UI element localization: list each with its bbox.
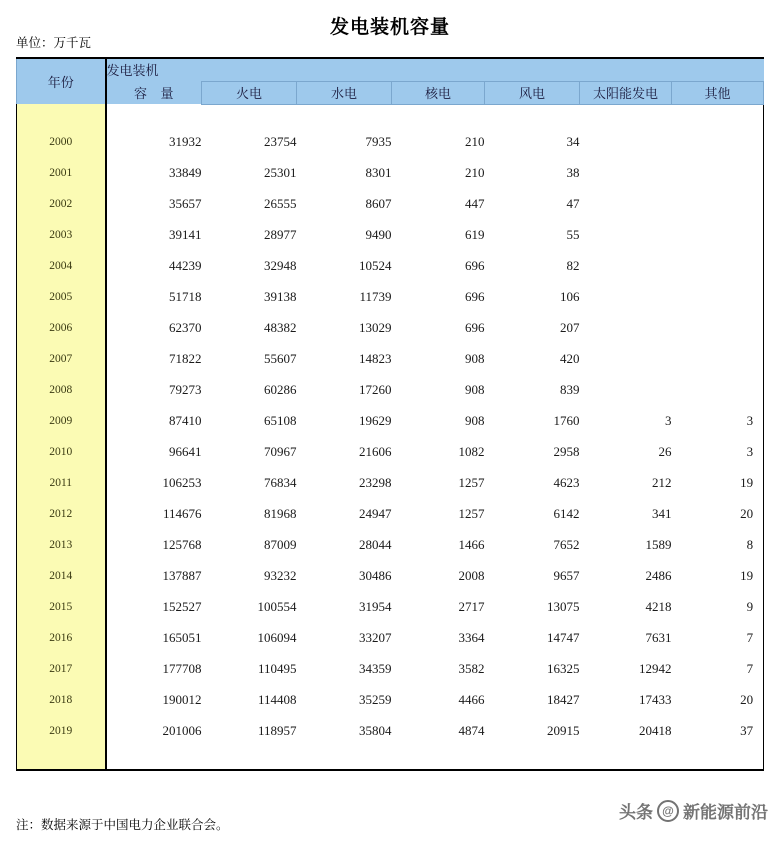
cell-wind: 16325 bbox=[485, 654, 580, 685]
cell-total: 71822 bbox=[106, 344, 202, 375]
cell-total: 190012 bbox=[106, 685, 202, 716]
row-year-cell: 2016 bbox=[17, 623, 106, 654]
table-row bbox=[17, 685, 764, 716]
column-header-hydro: 水电 bbox=[297, 81, 392, 104]
cell-total: 201006 bbox=[106, 716, 202, 747]
cell-other: 20 bbox=[672, 685, 764, 716]
cell-thermal: 55607 bbox=[202, 344, 297, 375]
cell-other: 9 bbox=[672, 592, 764, 623]
row-year-cell: 2008 bbox=[17, 375, 106, 406]
row-year-cell: 2003 bbox=[17, 220, 106, 251]
cell-total: 152527 bbox=[106, 592, 202, 623]
spacer-cell bbox=[580, 104, 672, 127]
table-row bbox=[17, 375, 764, 406]
row-year-cell: 2009 bbox=[17, 406, 106, 437]
capacity-table bbox=[16, 57, 764, 771]
header-row-top bbox=[17, 58, 764, 81]
capacity-table-container bbox=[16, 57, 763, 771]
table-row bbox=[17, 127, 764, 158]
cell-solar: 212 bbox=[580, 468, 672, 499]
table-row bbox=[17, 437, 764, 468]
cell-solar: 7631 bbox=[580, 623, 672, 654]
unit-label: 单位：万千瓦 bbox=[16, 36, 92, 50]
cell-thermal: 81968 bbox=[202, 499, 297, 530]
cell-nuclear: 1466 bbox=[392, 530, 485, 561]
spacer-cell bbox=[106, 104, 202, 127]
spacer-cell bbox=[392, 747, 485, 770]
cell-solar bbox=[580, 282, 672, 313]
spacer-cell bbox=[202, 747, 297, 770]
cell-nuclear: 908 bbox=[392, 375, 485, 406]
cell-total: 96641 bbox=[106, 437, 202, 468]
row-year-cell: 2015 bbox=[17, 592, 106, 623]
table-row bbox=[17, 654, 764, 685]
row-year-cell: 2006 bbox=[17, 313, 106, 344]
cell-thermal: 100554 bbox=[202, 592, 297, 623]
cell-nuclear: 696 bbox=[392, 282, 485, 313]
cell-hydro: 7935 bbox=[297, 127, 392, 158]
spacer-cell bbox=[297, 104, 392, 127]
cell-other bbox=[672, 313, 764, 344]
cell-solar: 341 bbox=[580, 499, 672, 530]
cell-hydro: 34359 bbox=[297, 654, 392, 685]
cell-nuclear: 1257 bbox=[392, 499, 485, 530]
cell-other bbox=[672, 251, 764, 282]
cell-wind: 47 bbox=[485, 189, 580, 220]
cell-other: 19 bbox=[672, 468, 764, 499]
cell-wind: 6142 bbox=[485, 499, 580, 530]
cell-wind: 839 bbox=[485, 375, 580, 406]
cell-hydro: 21606 bbox=[297, 437, 392, 468]
spacer-cell bbox=[106, 747, 202, 770]
table-body bbox=[17, 104, 764, 770]
cell-nuclear: 447 bbox=[392, 189, 485, 220]
cell-other: 37 bbox=[672, 716, 764, 747]
spacer-year-cell bbox=[17, 104, 106, 127]
cell-wind: 34 bbox=[485, 127, 580, 158]
cell-solar: 4218 bbox=[580, 592, 672, 623]
spacer-year-cell bbox=[17, 747, 106, 770]
cell-wind: 1760 bbox=[485, 406, 580, 437]
column-header-nuclear: 核电 bbox=[392, 81, 485, 104]
row-year-cell: 2000 bbox=[17, 127, 106, 158]
cell-hydro: 31954 bbox=[297, 592, 392, 623]
cell-thermal: 93232 bbox=[202, 561, 297, 592]
cell-total: 106253 bbox=[106, 468, 202, 499]
column-header-wind: 风电 bbox=[485, 81, 580, 104]
cell-hydro: 11739 bbox=[297, 282, 392, 313]
row-year-cell: 2012 bbox=[17, 499, 106, 530]
spacer-cell bbox=[580, 747, 672, 770]
cell-hydro: 19629 bbox=[297, 406, 392, 437]
cell-thermal: 23754 bbox=[202, 127, 297, 158]
cell-total: 137887 bbox=[106, 561, 202, 592]
cell-wind: 14747 bbox=[485, 623, 580, 654]
spacer-cell bbox=[485, 747, 580, 770]
table-spacer-row bbox=[17, 104, 764, 127]
cell-solar: 17433 bbox=[580, 685, 672, 716]
cell-thermal: 65108 bbox=[202, 406, 297, 437]
cell-other bbox=[672, 158, 764, 189]
cell-total: 79273 bbox=[106, 375, 202, 406]
cell-other: 7 bbox=[672, 654, 764, 685]
cell-nuclear: 1082 bbox=[392, 437, 485, 468]
cell-nuclear: 619 bbox=[392, 220, 485, 251]
cell-hydro: 23298 bbox=[297, 468, 392, 499]
cell-solar bbox=[580, 313, 672, 344]
cell-hydro: 14823 bbox=[297, 344, 392, 375]
table-head bbox=[17, 58, 764, 104]
row-year-cell: 2001 bbox=[17, 158, 106, 189]
cell-solar bbox=[580, 220, 672, 251]
cell-wind: 20915 bbox=[485, 716, 580, 747]
cell-thermal: 60286 bbox=[202, 375, 297, 406]
cell-nuclear: 3364 bbox=[392, 623, 485, 654]
cell-total: 33849 bbox=[106, 158, 202, 189]
cell-solar bbox=[580, 127, 672, 158]
cell-total: 35657 bbox=[106, 189, 202, 220]
cell-hydro: 8301 bbox=[297, 158, 392, 189]
cell-other bbox=[672, 220, 764, 251]
cell-hydro: 8607 bbox=[297, 189, 392, 220]
source-footnote: 注：数据来源于中国电力企业联合会。 bbox=[16, 818, 229, 832]
cell-total: 114676 bbox=[106, 499, 202, 530]
spacer-cell bbox=[485, 104, 580, 127]
cell-thermal: 114408 bbox=[202, 685, 297, 716]
cell-wind: 55 bbox=[485, 220, 580, 251]
cell-other bbox=[672, 127, 764, 158]
cell-wind: 2958 bbox=[485, 437, 580, 468]
cell-thermal: 110495 bbox=[202, 654, 297, 685]
cell-hydro: 35259 bbox=[297, 685, 392, 716]
cell-thermal: 118957 bbox=[202, 716, 297, 747]
cell-total: 62370 bbox=[106, 313, 202, 344]
table-row bbox=[17, 220, 764, 251]
column-header-group: 发电装机 bbox=[106, 58, 764, 81]
cell-other bbox=[672, 344, 764, 375]
cell-nuclear: 908 bbox=[392, 344, 485, 375]
row-year-cell: 2017 bbox=[17, 654, 106, 685]
table-row bbox=[17, 344, 764, 375]
cell-wind: 9657 bbox=[485, 561, 580, 592]
row-year-cell: 2011 bbox=[17, 468, 106, 499]
cell-solar bbox=[580, 344, 672, 375]
cell-hydro: 10524 bbox=[297, 251, 392, 282]
column-header-capacity: 容 量 bbox=[106, 81, 202, 104]
table-row bbox=[17, 623, 764, 654]
watermark bbox=[619, 798, 768, 823]
cell-other bbox=[672, 375, 764, 406]
cell-total: 31932 bbox=[106, 127, 202, 158]
cell-solar bbox=[580, 189, 672, 220]
table-row bbox=[17, 592, 764, 623]
cell-nuclear: 696 bbox=[392, 251, 485, 282]
cell-thermal: 28977 bbox=[202, 220, 297, 251]
cell-wind: 106 bbox=[485, 282, 580, 313]
row-year-cell: 2014 bbox=[17, 561, 106, 592]
cell-other: 3 bbox=[672, 406, 764, 437]
cell-wind: 18427 bbox=[485, 685, 580, 716]
cell-thermal: 76834 bbox=[202, 468, 297, 499]
cell-solar: 12942 bbox=[580, 654, 672, 685]
cell-wind: 207 bbox=[485, 313, 580, 344]
cell-hydro: 33207 bbox=[297, 623, 392, 654]
cell-solar: 3 bbox=[580, 406, 672, 437]
at-icon: @ bbox=[657, 800, 679, 822]
row-year-cell: 2018 bbox=[17, 685, 106, 716]
table-row bbox=[17, 189, 764, 220]
cell-hydro: 28044 bbox=[297, 530, 392, 561]
cell-hydro: 13029 bbox=[297, 313, 392, 344]
table-row bbox=[17, 499, 764, 530]
cell-nuclear: 2008 bbox=[392, 561, 485, 592]
cell-thermal: 48382 bbox=[202, 313, 297, 344]
table-row bbox=[17, 530, 764, 561]
cell-other: 8 bbox=[672, 530, 764, 561]
cell-solar: 20418 bbox=[580, 716, 672, 747]
cell-wind: 13075 bbox=[485, 592, 580, 623]
row-year-cell: 2010 bbox=[17, 437, 106, 468]
table-spacer-row bbox=[17, 747, 764, 770]
cell-solar: 26 bbox=[580, 437, 672, 468]
row-year-cell: 2005 bbox=[17, 282, 106, 313]
cell-nuclear: 3582 bbox=[392, 654, 485, 685]
cell-wind: 82 bbox=[485, 251, 580, 282]
cell-other: 3 bbox=[672, 437, 764, 468]
cell-total: 44239 bbox=[106, 251, 202, 282]
cell-thermal: 70967 bbox=[202, 437, 297, 468]
table-row bbox=[17, 406, 764, 437]
cell-hydro: 24947 bbox=[297, 499, 392, 530]
row-year-cell: 2007 bbox=[17, 344, 106, 375]
cell-thermal: 25301 bbox=[202, 158, 297, 189]
column-header-thermal: 火电 bbox=[202, 81, 297, 104]
cell-thermal: 87009 bbox=[202, 530, 297, 561]
cell-nuclear: 1257 bbox=[392, 468, 485, 499]
column-header-year: 年份 bbox=[17, 58, 106, 104]
spacer-cell bbox=[672, 747, 764, 770]
cell-other: 20 bbox=[672, 499, 764, 530]
cell-thermal: 106094 bbox=[202, 623, 297, 654]
cell-nuclear: 4466 bbox=[392, 685, 485, 716]
spacer-cell bbox=[392, 104, 485, 127]
cell-wind: 420 bbox=[485, 344, 580, 375]
cell-nuclear: 4874 bbox=[392, 716, 485, 747]
row-year-cell: 2019 bbox=[17, 716, 106, 747]
cell-total: 39141 bbox=[106, 220, 202, 251]
cell-other: 19 bbox=[672, 561, 764, 592]
header-row-bottom bbox=[17, 81, 764, 104]
column-header-solar: 太阳能发电 bbox=[580, 81, 672, 104]
cell-hydro: 9490 bbox=[297, 220, 392, 251]
spacer-cell bbox=[297, 747, 392, 770]
watermark-brand: 头条 bbox=[619, 803, 653, 822]
cell-nuclear: 2717 bbox=[392, 592, 485, 623]
cell-other: 7 bbox=[672, 623, 764, 654]
spacer-cell bbox=[202, 104, 297, 127]
cell-nuclear: 908 bbox=[392, 406, 485, 437]
cell-nuclear: 210 bbox=[392, 127, 485, 158]
table-row bbox=[17, 251, 764, 282]
spacer-cell bbox=[672, 104, 764, 127]
cell-solar: 2486 bbox=[580, 561, 672, 592]
cell-nuclear: 210 bbox=[392, 158, 485, 189]
table-row bbox=[17, 561, 764, 592]
cell-thermal: 32948 bbox=[202, 251, 297, 282]
row-year-cell: 2002 bbox=[17, 189, 106, 220]
table-row bbox=[17, 716, 764, 747]
cell-hydro: 17260 bbox=[297, 375, 392, 406]
cell-hydro: 30486 bbox=[297, 561, 392, 592]
cell-solar: 1589 bbox=[580, 530, 672, 561]
cell-thermal: 39138 bbox=[202, 282, 297, 313]
row-year-cell: 2013 bbox=[17, 530, 106, 561]
watermark-account: 新能源前沿 bbox=[683, 803, 768, 822]
cell-other bbox=[672, 282, 764, 313]
cell-solar bbox=[580, 251, 672, 282]
cell-total: 165051 bbox=[106, 623, 202, 654]
cell-wind: 7652 bbox=[485, 530, 580, 561]
cell-total: 177708 bbox=[106, 654, 202, 685]
cell-wind: 4623 bbox=[485, 468, 580, 499]
table-row bbox=[17, 282, 764, 313]
table-row bbox=[17, 158, 764, 189]
page-title: 发电装机容量 bbox=[329, 17, 450, 38]
cell-nuclear: 696 bbox=[392, 313, 485, 344]
column-header-other: 其他 bbox=[672, 81, 764, 104]
cell-thermal: 26555 bbox=[202, 189, 297, 220]
cell-solar bbox=[580, 158, 672, 189]
cell-wind: 38 bbox=[485, 158, 580, 189]
cell-total: 125768 bbox=[106, 530, 202, 561]
table-row bbox=[17, 313, 764, 344]
table-row bbox=[17, 468, 764, 499]
cell-other bbox=[672, 189, 764, 220]
cell-total: 87410 bbox=[106, 406, 202, 437]
cell-hydro: 35804 bbox=[297, 716, 392, 747]
row-year-cell: 2004 bbox=[17, 251, 106, 282]
cell-total: 51718 bbox=[106, 282, 202, 313]
cell-solar bbox=[580, 375, 672, 406]
